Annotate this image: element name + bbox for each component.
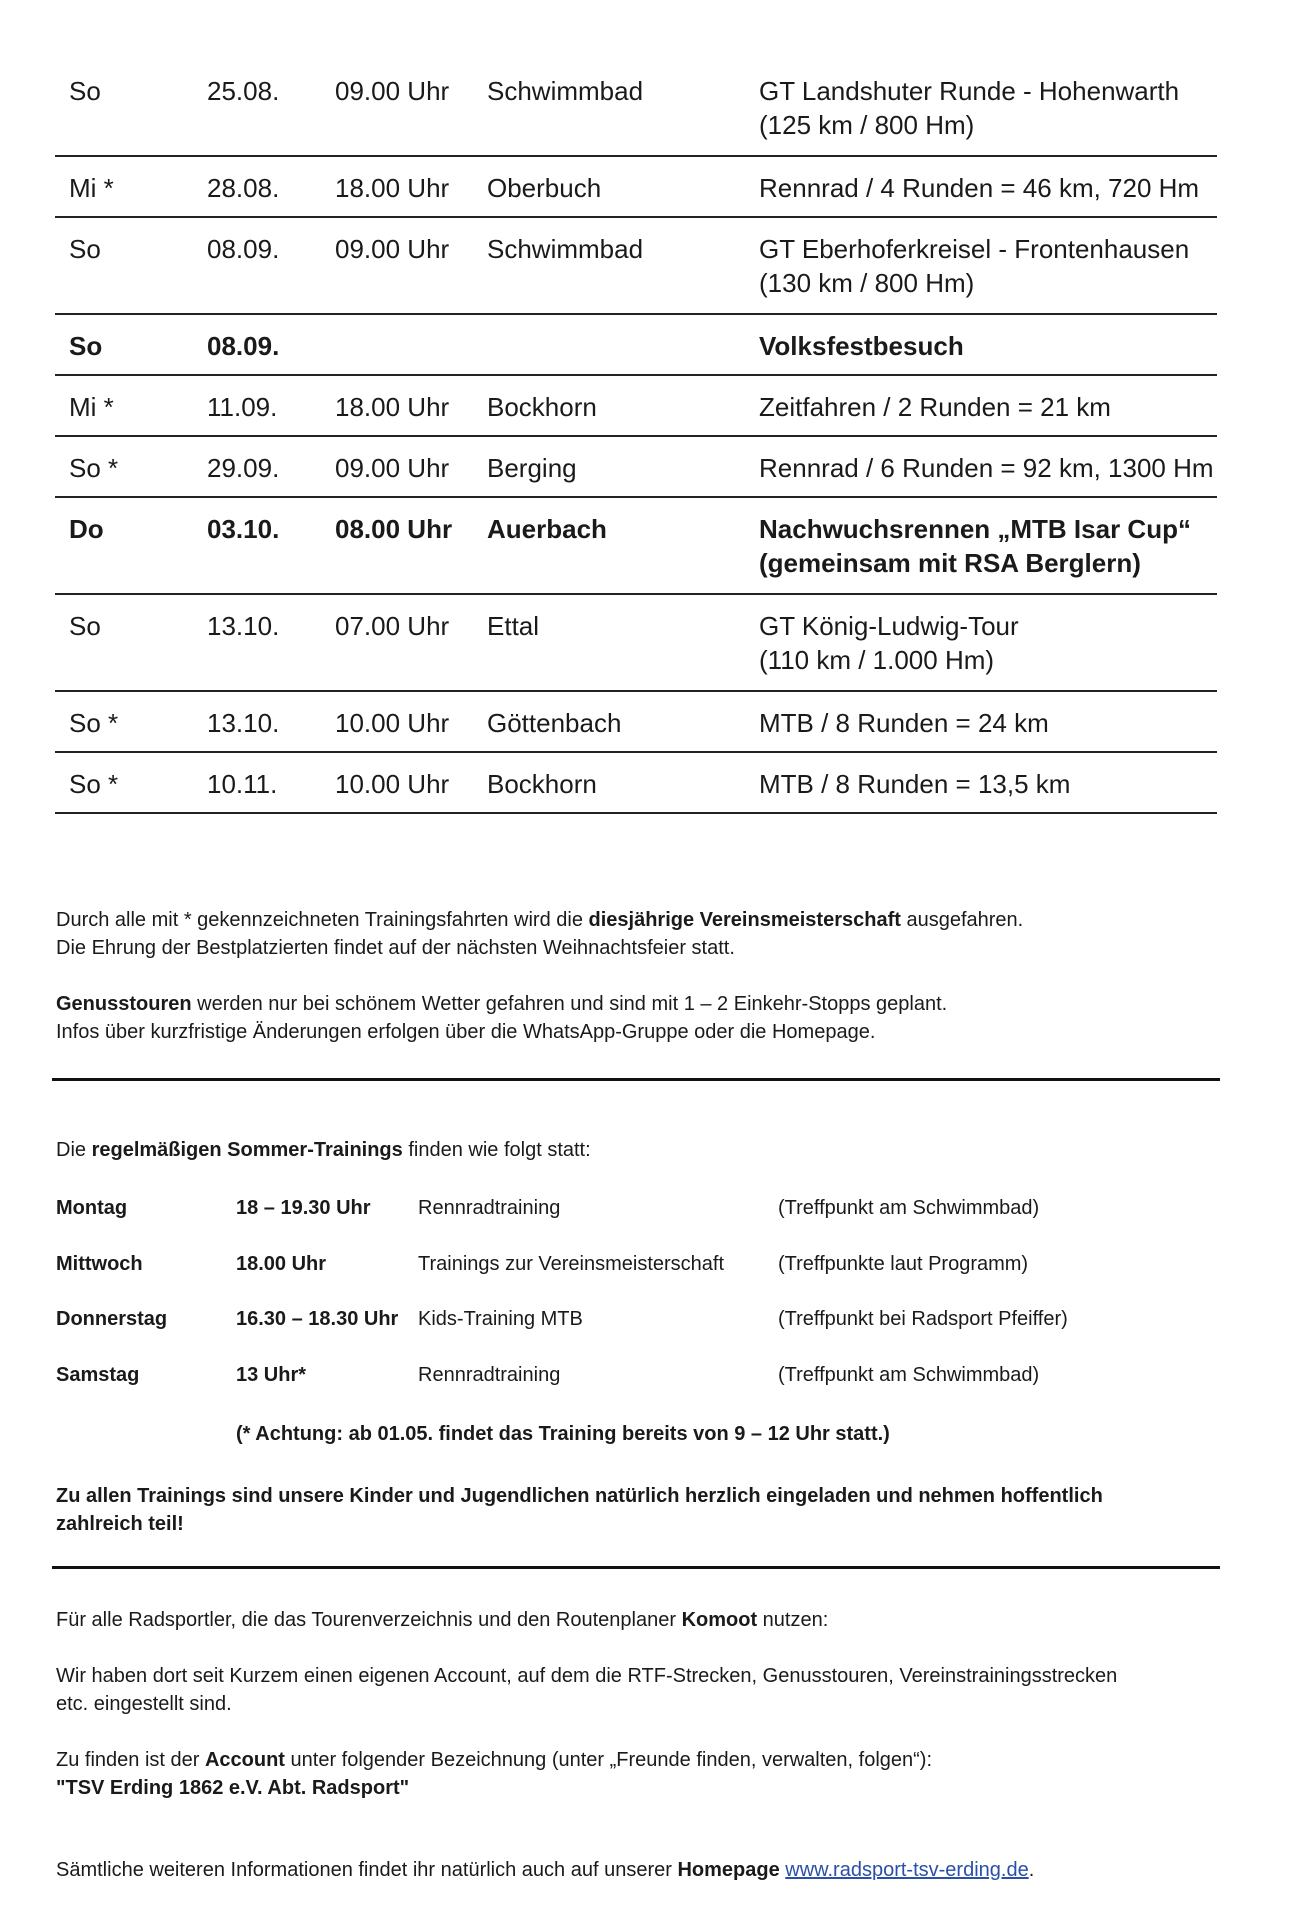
championship-award-text: Die Ehrung der Bestplatzierten findet auf der nächsten Weihnachtsfeier statt. [56,937,735,959]
schedule-date: 08.09. [207,234,280,264]
championship-note [56,906,1023,962]
training-row [56,1308,1206,1338]
training-activity: Rennradtraining [418,1364,561,1386]
schedule-time: 10.00 Uhr [335,769,450,799]
komoot-intro-end: nutzen: [757,1609,829,1631]
schedule-description [759,767,1070,801]
schedule-row [55,692,1217,753]
schedule-time: 18.00 Uhr [335,173,450,203]
schedule-date: 11.09. [207,392,278,422]
schedule-row [55,218,1217,315]
schedule-description [759,74,1179,142]
schedule-location: Bockhorn [487,392,597,422]
schedule-row [55,60,1217,157]
trainings-intro-bold: regelmäßigen Sommer-Trainings [91,1139,403,1161]
changes-info-text: Infos über kurzfristige Änderungen erfolgen über die WhatsApp-Gruppe oder die Homepage. [56,1021,876,1043]
komoot-intro [56,1606,828,1634]
schedule-day: So * [69,769,119,799]
footer-end: . [1028,1859,1035,1881]
komoot-name: Komoot [681,1609,758,1631]
schedule-date: 13.10. [207,611,280,641]
footer-text: Sämtliche weiteren Informationen findet ihr natürlich auch auf unserer [56,1859,678,1881]
schedule-date: 03.10. [207,514,280,544]
leisure-tours-label: Genusstouren [56,993,192,1015]
schedule-description [759,609,1019,677]
schedule-location: Bockhorn [487,769,597,799]
training-day: Samstag [56,1364,140,1386]
schedule-description-line: (110 km / 1.000 Hm) [759,645,995,675]
training-day: Mittwoch [56,1253,143,1275]
schedule-table [55,60,1217,814]
trainings-intro-text: Die [56,1139,92,1161]
komoot-find-bold: Account [204,1749,285,1771]
schedule-description-line: Volksfestbesuch [759,331,964,361]
schedule-date: 28.08. [207,173,280,203]
leisure-tours-note [56,990,947,1046]
schedule-location: Auerbach [487,514,607,544]
schedule-description-line: (gemeinsam mit RSA Berglern) [759,548,1141,578]
komoot-account-line: etc. eingestellt sind. [56,1693,232,1715]
schedule-location: Göttenbach [487,708,622,738]
trainings-invite-line: zahlreich teil! [56,1513,184,1535]
schedule-time: 10.00 Uhr [335,708,450,738]
schedule-description-line: Rennrad / 6 Runden = 92 km, 1300 Hm [759,453,1214,483]
training-time-note: (* Achtung: ab 01.05. findet das Training bereits von 9 – 12 Uhr statt.) [236,1423,890,1445]
homepage-link[interactable]: www.radsport-tsv-erding.de [785,1859,1029,1881]
schedule-day: So * [69,453,119,483]
championship-note-text: Durch alle mit * gekennzeichneten Trainingsfahrten wird die [56,909,589,931]
schedule-description-line: (130 km / 800 Hm) [759,268,975,298]
schedule-row [55,498,1217,595]
schedule-time: 09.00 Uhr [335,76,450,106]
trainings-intro [56,1136,591,1164]
schedule-day: Mi * [69,173,114,203]
training-day: Montag [56,1197,128,1219]
schedule-description [759,232,1189,300]
komoot-find-account [56,1746,932,1802]
schedule-date: 25.08. [207,76,280,106]
schedule-description [759,451,1214,485]
training-place: (Treffpunkt bei Radsport Pfeiffer) [778,1308,1068,1330]
training-place: (Treffpunkt am Schwimmbad) [778,1364,1040,1386]
schedule-row [55,315,1217,376]
schedule-description-line: MTB / 8 Runden = 13,5 km [759,769,1071,799]
training-time: 18 – 19.30 Uhr [236,1197,371,1219]
championship-note-end: ausgefahren. [900,909,1024,931]
championship-note-bold: diesjährige Vereinsmeisterschaft [588,909,901,931]
trainings-intro-end: finden wie folgt statt: [402,1139,591,1161]
section-divider [52,1078,1220,1081]
schedule-description [759,329,964,363]
komoot-find-end: unter folgender Bezeichnung (unter „Freunde finden, verwalten, folgen“): [284,1749,933,1771]
schedule-day: Do [69,514,104,544]
schedule-row [55,437,1217,498]
training-time: 16.30 – 18.30 Uhr [236,1308,399,1330]
training-row [56,1253,1206,1283]
schedule-day: So [69,76,101,106]
schedule-description-line: GT König-Ludwig-Tour [759,611,1019,641]
schedule-location: Ettal [487,611,540,641]
schedule-day: So [69,234,101,264]
komoot-intro-text: Für alle Radsportler, die das Tourenverzeichnis und den Routenplaner [56,1609,682,1631]
schedule-row [55,753,1217,814]
schedule-location: Berging [487,453,577,483]
schedule-time: 08.00 Uhr [335,514,453,544]
schedule-description-line: Zeitfahren / 2 Runden = 21 km [759,392,1111,422]
leisure-tours-text: werden nur bei schönem Wetter gefahren und sind mit 1 – 2 Einkehr-Stopps geplant. [191,993,948,1015]
schedule-description [759,706,1049,740]
schedule-date: 13.10. [207,708,280,738]
schedule-location: Oberbuch [487,173,602,203]
schedule-row [55,595,1217,692]
schedule-time: 09.00 Uhr [335,453,450,483]
schedule-row [55,157,1217,218]
training-row [56,1197,1206,1227]
schedule-date: 29.09. [207,453,280,483]
training-place: (Treffpunkt am Schwimmbad) [778,1197,1040,1219]
schedule-description [759,390,1111,424]
training-activity: Trainings zur Vereinsmeisterschaft [418,1253,725,1275]
schedule-description-line: Rennrad / 4 Runden = 46 km, 720 Hm [759,173,1200,203]
training-row [56,1364,1206,1394]
komoot-account-name: "TSV Erding 1862 e.V. Abt. Radsport" [56,1777,410,1799]
training-place: (Treffpunkte laut Programm) [778,1253,1029,1275]
schedule-description-line: GT Landshuter Runde - Hohenwarth [759,76,1180,106]
schedule-time: 07.00 Uhr [335,611,450,641]
schedule-description-line: GT Eberhoferkreisel - Frontenhausen [759,234,1190,264]
schedule-description-line: (125 km / 800 Hm) [759,110,975,140]
schedule-time: 09.00 Uhr [335,234,450,264]
training-time: 13 Uhr* [236,1364,307,1386]
training-activity: Rennradtraining [418,1197,561,1219]
schedule-row [55,376,1217,437]
schedule-time: 18.00 Uhr [335,392,450,422]
schedule-date: 08.09. [207,331,280,361]
training-day: Donnerstag [56,1308,168,1330]
section-divider [52,1566,1220,1569]
trainings-invite-line: Zu allen Trainings sind unsere Kinder und Jugendlichen natürlich herzlich eingeladen und nehmen hoffentlich [56,1485,1103,1507]
training-time: 18.00 Uhr [236,1253,327,1275]
schedule-description-line: Nachwuchsrennen „MTB Isar Cup“ [759,514,1191,544]
schedule-location: Schwimmbad [487,234,644,264]
schedule-date: 10.11. [207,769,278,799]
footer-homepage-label: Homepage [677,1859,780,1881]
schedule-day: So [69,331,103,361]
schedule-description [759,171,1199,205]
komoot-find-text: Zu finden ist der [56,1749,205,1771]
schedule-day: So * [69,708,119,738]
schedule-day: Mi * [69,392,114,422]
schedule-location: Schwimmbad [487,76,644,106]
training-activity: Kids-Training MTB [418,1308,583,1330]
komoot-account-info [56,1662,1117,1718]
schedule-day: So [69,611,101,641]
schedule-description [759,512,1191,580]
footer-homepage [56,1856,1034,1884]
komoot-account-line: Wir haben dort seit Kurzem einen eigenen Account, auf dem die RTF-Strecken, Genusstouren, Vereinstrainingsstrecken [56,1665,1118,1687]
trainings-invite [56,1482,1103,1538]
schedule-description-line: MTB / 8 Runden = 24 km [759,708,1049,738]
